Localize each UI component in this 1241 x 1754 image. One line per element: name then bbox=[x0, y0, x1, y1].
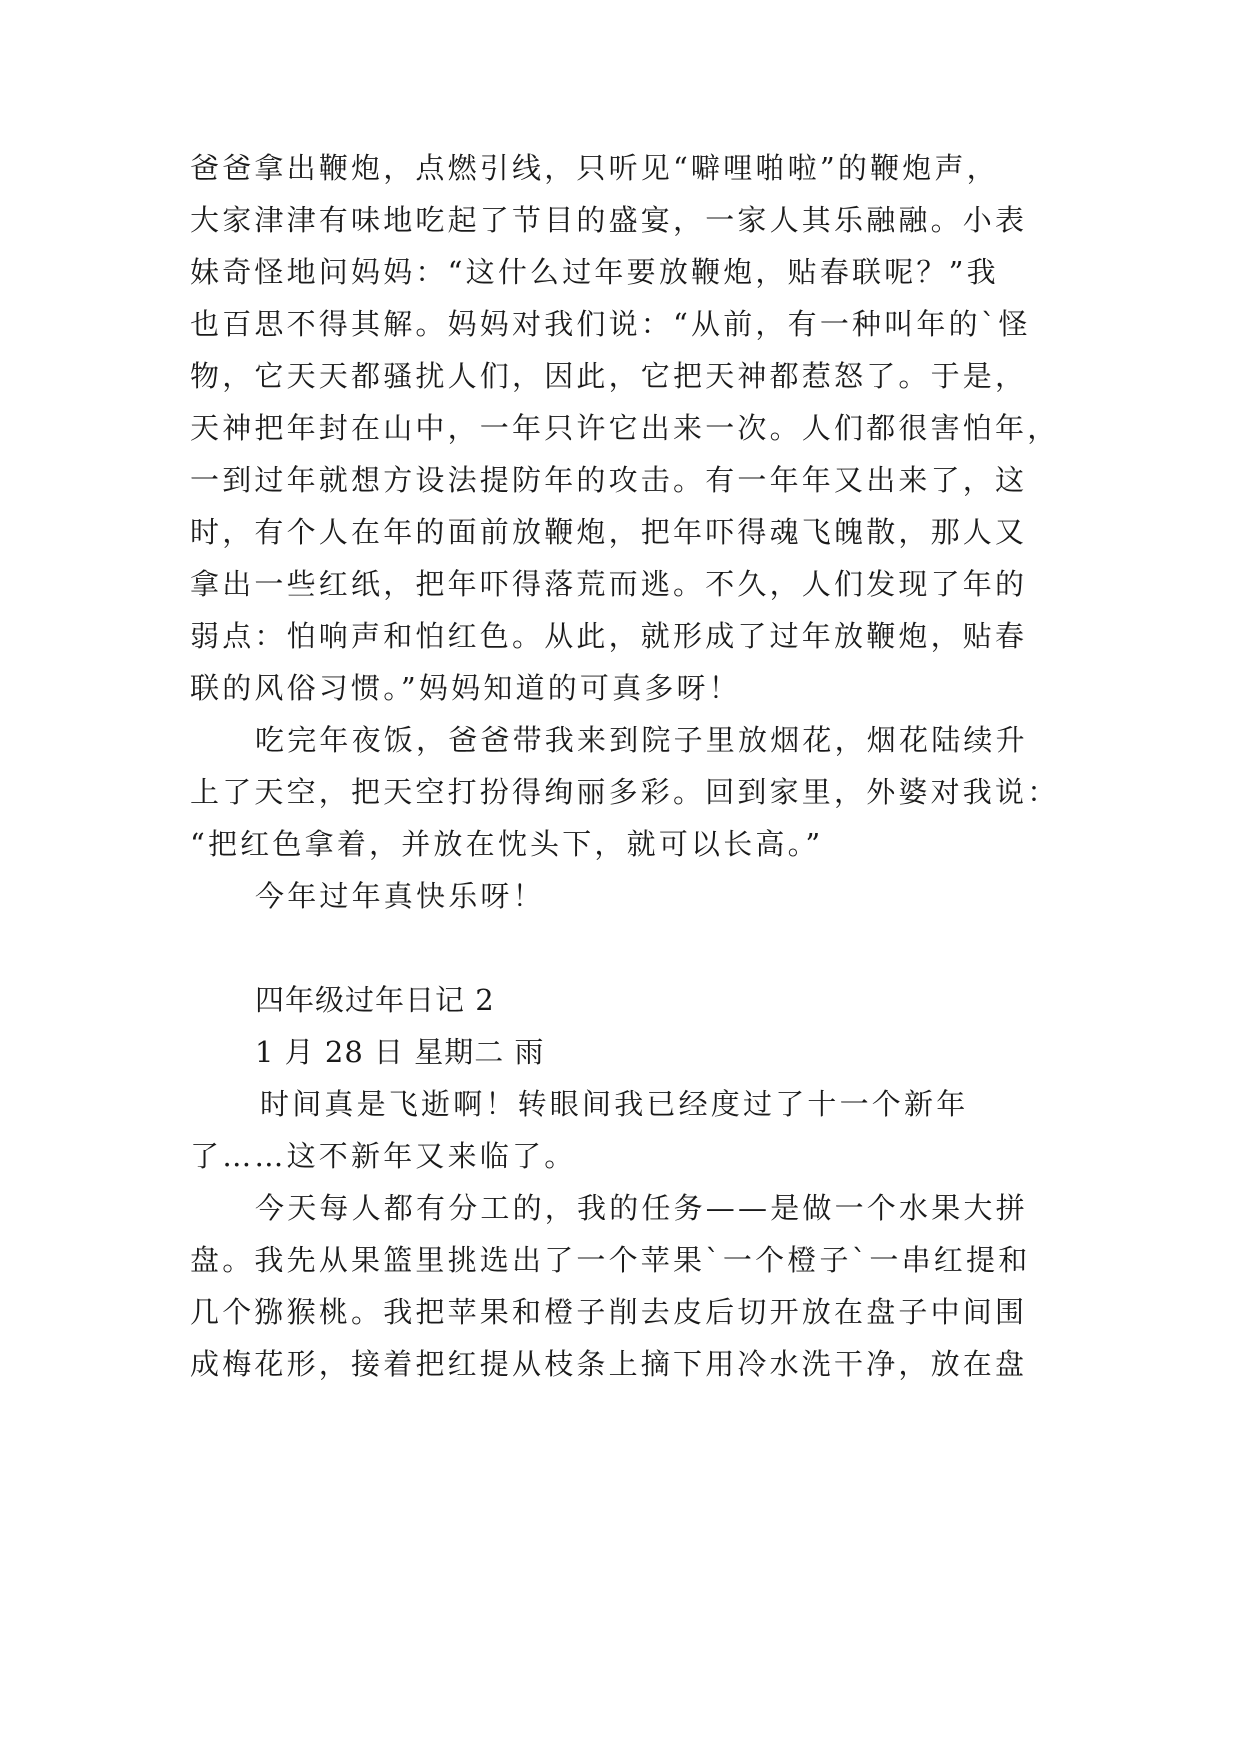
text-line: 一到过年就想方设法提防年的攻击。有一年年又出来了，这 bbox=[190, 463, 1028, 497]
text-line: 也百思不得其解。妈妈对我们说：“从前，有一种叫年的`怪 bbox=[190, 307, 1031, 341]
date-line: 1 月 28 日 星期二 雨 bbox=[255, 1035, 545, 1069]
text-line: 爸爸拿出鞭炮，点燃引线，只听见“噼哩啪啦”的鞭炮声， bbox=[190, 151, 999, 185]
text-line: 弱点：怕响声和怕红色。从此，就形成了过年放鞭炮，贴春 bbox=[190, 619, 1028, 653]
text-line: 大家津津有味地吃起了节目的盛宴，一家人其乐融融。小表 bbox=[190, 203, 1028, 237]
text-line: 成梅花形，接着把红提从枝条上摘下用冷水洗干净，放在盘 bbox=[190, 1347, 1028, 1381]
text-line: 几个猕猴桃。我把苹果和橙子削去皮后切开放在盘子中间围 bbox=[190, 1295, 1028, 1329]
text-line: 物，它天天都骚扰人们，因此，它把天神都惹怒了。于是， bbox=[190, 359, 1028, 393]
text-line: “把红色拿着，并放在忱头下，就可以长高。” bbox=[190, 827, 824, 861]
text-line: 了……这不新年又来临了。 bbox=[190, 1139, 577, 1173]
paragraph-first-line: 吃完年夜饭，爸爸带我来到院子里放烟花，烟花陆续升 bbox=[255, 723, 1028, 757]
section-title: 四年级过年日记 2 bbox=[255, 983, 495, 1017]
text-line: 盘。我先从果篮里挑选出了一个苹果`一个橙子`一串红提和 bbox=[190, 1243, 1031, 1277]
text-line: 妹奇怪地问妈妈：“这什么过年要放鞭炮，贴春联呢？”我 bbox=[190, 255, 999, 289]
paragraph-first-line: 今天每人都有分工的，我的任务——是做一个水果大拼 bbox=[255, 1191, 1028, 1225]
text-line: 联的风俗习惯。”妈妈知道的可真多呀！ bbox=[190, 671, 741, 705]
paragraph-first-line: 今年过年真快乐呀！ bbox=[255, 879, 545, 913]
text-line: 上了天空，把天空打扮得绚丽多彩。回到家里，外婆对我说： bbox=[190, 775, 1060, 809]
text-line: 拿出一些红纸，把年吓得落荒而逃。不久，人们发现了年的 bbox=[190, 567, 1028, 601]
text-line: 天神把年封在山中，一年只许它出来一次。人们都很害怕年， bbox=[190, 411, 1060, 445]
paragraph-first-line: 时间真是飞逝啊！转眼间我已经度过了十一个新年 bbox=[260, 1087, 969, 1121]
text-line: 时，有个人在年的面前放鞭炮，把年吓得魂飞魄散，那人又 bbox=[190, 515, 1028, 549]
